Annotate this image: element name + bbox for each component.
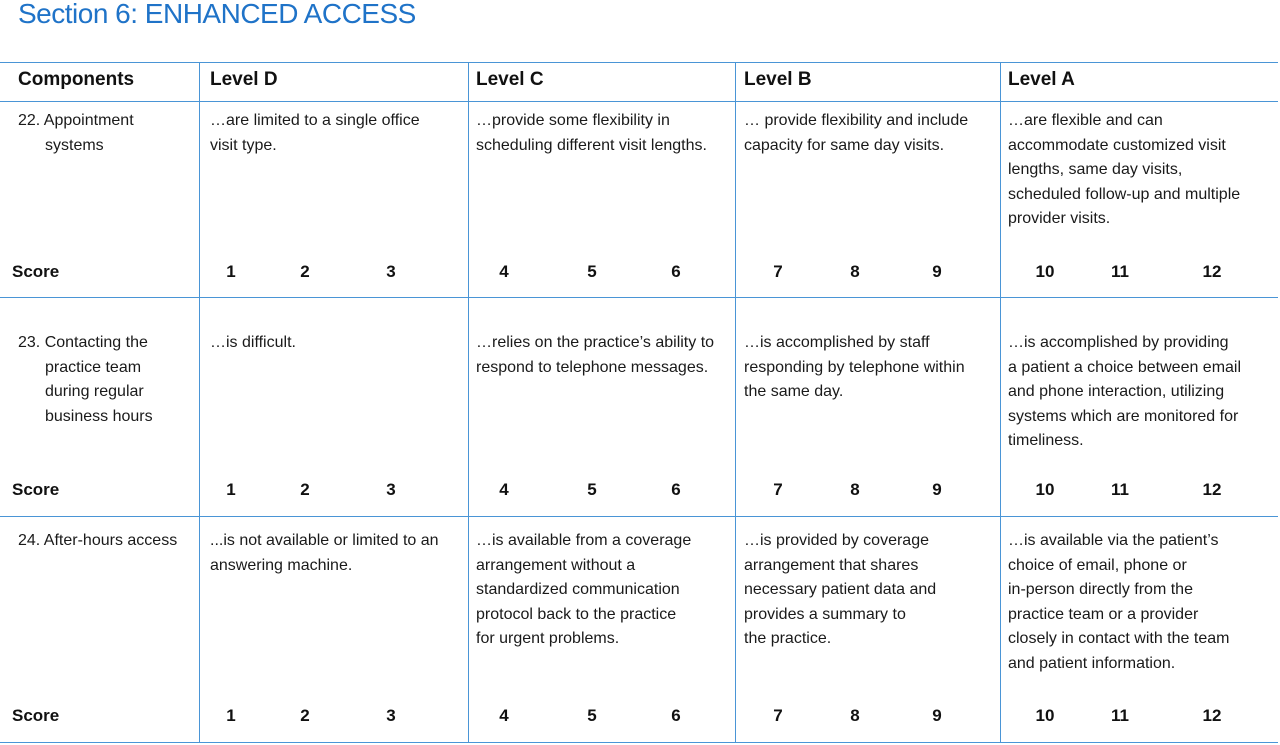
description-line: responding by telephone within [744,358,965,376]
description-line: systems which are monitored for [1008,407,1239,425]
description-line: arrangement that shares [744,556,919,574]
row-divider [0,297,1278,298]
column-divider [468,62,469,743]
component-line: 23. Contacting the [18,334,148,351]
component-line: systems [45,136,104,154]
score-option[interactable]: 8 [850,262,860,281]
score-option[interactable]: 3 [386,480,396,499]
description-line: …provide some flexibility in [476,112,670,129]
description-line: the practice. [744,630,832,647]
score-option[interactable]: 4 [499,262,509,281]
score-option[interactable]: 3 [386,706,396,725]
description-line: …relies on the practice’s ability to [476,334,715,351]
level-d-description [210,529,439,578]
description-line: choice of email, phone or [1008,556,1187,574]
score-option[interactable]: 2 [300,262,310,281]
description-line: …are flexible and can [1008,112,1163,129]
score-option[interactable]: 6 [671,262,681,281]
score-option[interactable]: 5 [587,480,597,499]
section-title: Section 6: ENHANCED ACCESS [18,0,416,29]
score-option[interactable]: 2 [300,480,310,499]
description-line: provides a summary to [744,605,906,623]
score-option[interactable]: 7 [773,480,783,499]
level-b-description [744,331,965,405]
score-option[interactable]: 6 [671,706,681,725]
score-option[interactable]: 7 [773,706,783,725]
component-line: business hours [45,407,153,425]
header-components: Components [18,69,135,90]
description-line: provider visits. [1008,210,1111,227]
description-line: …is difficult. [210,334,296,351]
level-b-description [744,529,936,652]
level-a-description [1008,529,1229,676]
description-line: for urgent problems. [476,630,620,647]
level-c-description [476,331,714,380]
score-option[interactable]: 10 [1035,262,1055,281]
description-line: … provide flexibility and include [744,112,969,129]
score-option[interactable]: 9 [932,262,942,281]
description-line: …is provided by coverage [744,532,929,549]
column-divider [1000,62,1001,743]
header-level-c: Level C [476,69,544,90]
description-line: visit type. [210,136,277,154]
description-line: and patient information. [1008,654,1176,672]
score-option[interactable]: 10 [1035,480,1055,499]
level-b-description [744,109,968,158]
score-option[interactable]: 11 [1111,706,1129,725]
score-option[interactable]: 5 [587,262,597,281]
component-appointment-systems [18,109,134,158]
component-after-hours-access [18,529,177,554]
description-line: closely in contact with the team [1008,630,1230,647]
description-line: arrangement without a [476,556,636,574]
description-line: scheduling different visit lengths. [476,136,707,154]
description-line: …is accomplished by providing [1008,334,1229,351]
score-option[interactable]: 11 [1111,480,1129,499]
description-line: in-person directly from the [1008,581,1193,598]
score-option[interactable]: 12 [1202,706,1222,725]
description-line: …is accomplished by staff [744,334,930,351]
score-option[interactable]: 8 [850,706,860,725]
score-option[interactable]: 6 [671,480,681,499]
level-a-description [1008,109,1240,232]
description-line: …is available from a coverage [476,532,692,549]
level-a-description [1008,331,1241,454]
description-line: the same day. [744,383,844,400]
component-line: 24. After-hours access [18,532,178,549]
description-line: respond to telephone messages. [476,358,709,376]
header-bottom-border [0,101,1278,102]
component-line: practice team [45,358,142,376]
score-option[interactable]: 12 [1202,262,1222,281]
level-d-description [210,331,296,356]
header-level-a: Level A [1008,69,1075,90]
description-line: protocol back to the practice [476,605,677,623]
score-option[interactable]: 7 [773,262,783,281]
score-option[interactable]: 9 [932,480,942,499]
component-line: during regular [45,383,144,400]
level-c-description [476,529,691,652]
description-line: answering machine. [210,556,353,574]
score-option[interactable]: 5 [587,706,597,725]
level-d-description [210,109,420,158]
column-divider [735,62,736,743]
description-line: …are limited to a single office [210,112,420,129]
score-option[interactable]: 2 [300,706,310,725]
score-option[interactable]: 8 [850,480,860,499]
score-option[interactable]: 4 [499,706,509,725]
level-c-description [476,109,707,158]
score-option[interactable]: 10 [1035,706,1055,725]
score-option[interactable]: 1 [226,706,236,725]
score-option[interactable]: 11 [1111,262,1129,281]
description-line: a patient a choice between email [1008,358,1242,376]
description-line: …is available via the patient’s [1008,532,1219,549]
score-option[interactable]: 9 [932,706,942,725]
description-line: and phone interaction, utilizing [1008,383,1225,400]
description-line: timeliness. [1008,432,1084,449]
column-divider [199,62,200,743]
score-label: Score [12,706,60,725]
header-level-d: Level D [210,69,278,90]
component-line: 22. Appointment [18,112,134,129]
score-option[interactable]: 4 [499,480,509,499]
table-bottom-border [0,742,1278,743]
description-line: accommodate customized visit [1008,136,1226,154]
row-divider [0,516,1278,517]
score-option[interactable]: 1 [226,262,236,281]
description-line: practice team or a provider [1008,605,1199,623]
table-top-border [0,62,1278,63]
description-line: ...is not available or limited to an [210,532,439,549]
description-line: standardized communication [476,581,680,598]
score-option[interactable]: 12 [1202,480,1222,499]
header-level-b: Level B [744,69,812,90]
score-label: Score [12,480,60,499]
score-option[interactable]: 1 [226,480,236,499]
description-line: lengths, same day visits, [1008,161,1183,178]
score-label: Score [12,262,60,281]
score-option[interactable]: 3 [386,262,396,281]
description-line: scheduled follow-up and multiple [1008,185,1241,203]
component-contacting-practice-team [18,331,153,429]
description-line: capacity for same day visits. [744,136,945,154]
description-line: necessary patient data and [744,581,937,598]
